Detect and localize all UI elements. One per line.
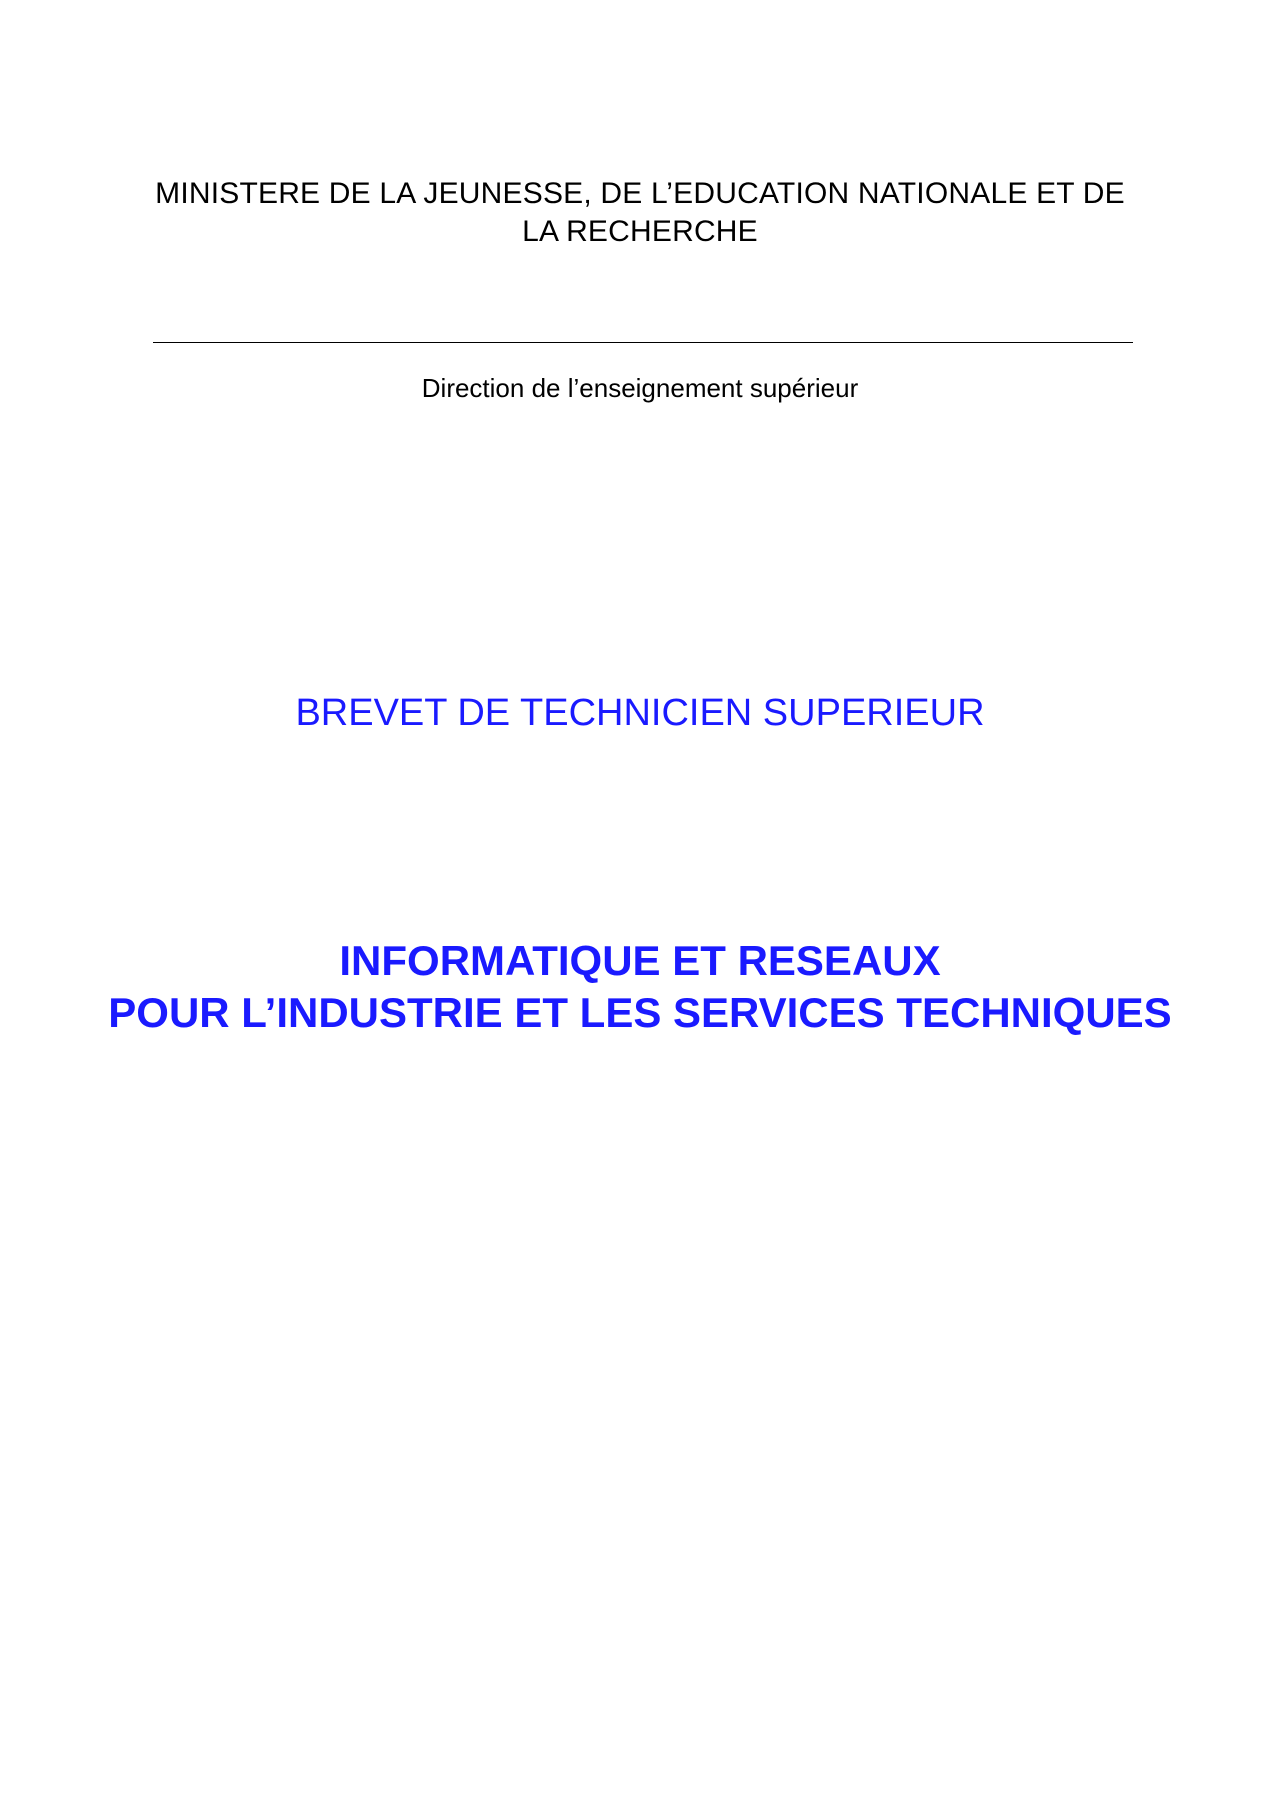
ministry-heading: [60, 175, 1220, 251]
speciality-title: [40, 935, 1240, 1039]
direction-subtitle: Direction de l’enseignement supérieur: [421, 373, 859, 403]
ministry-line-2: LA RECHERCHE: [522, 215, 758, 248]
ministry-line-1: MINISTERE DE LA JEUNESSE, DE L’EDUCATION NATIONALE ET DE: [155, 177, 1125, 210]
diploma-title: BREVET DE TECHNICIEN SUPERIEUR: [295, 692, 985, 734]
speciality-line-1: INFORMATIQUE ET RESEAUX: [339, 937, 941, 984]
speciality-line-2: POUR L’INDUSTRIE ET LES SERVICES TECHNIQUES: [108, 989, 1172, 1036]
horizontal-divider: [153, 342, 1133, 343]
